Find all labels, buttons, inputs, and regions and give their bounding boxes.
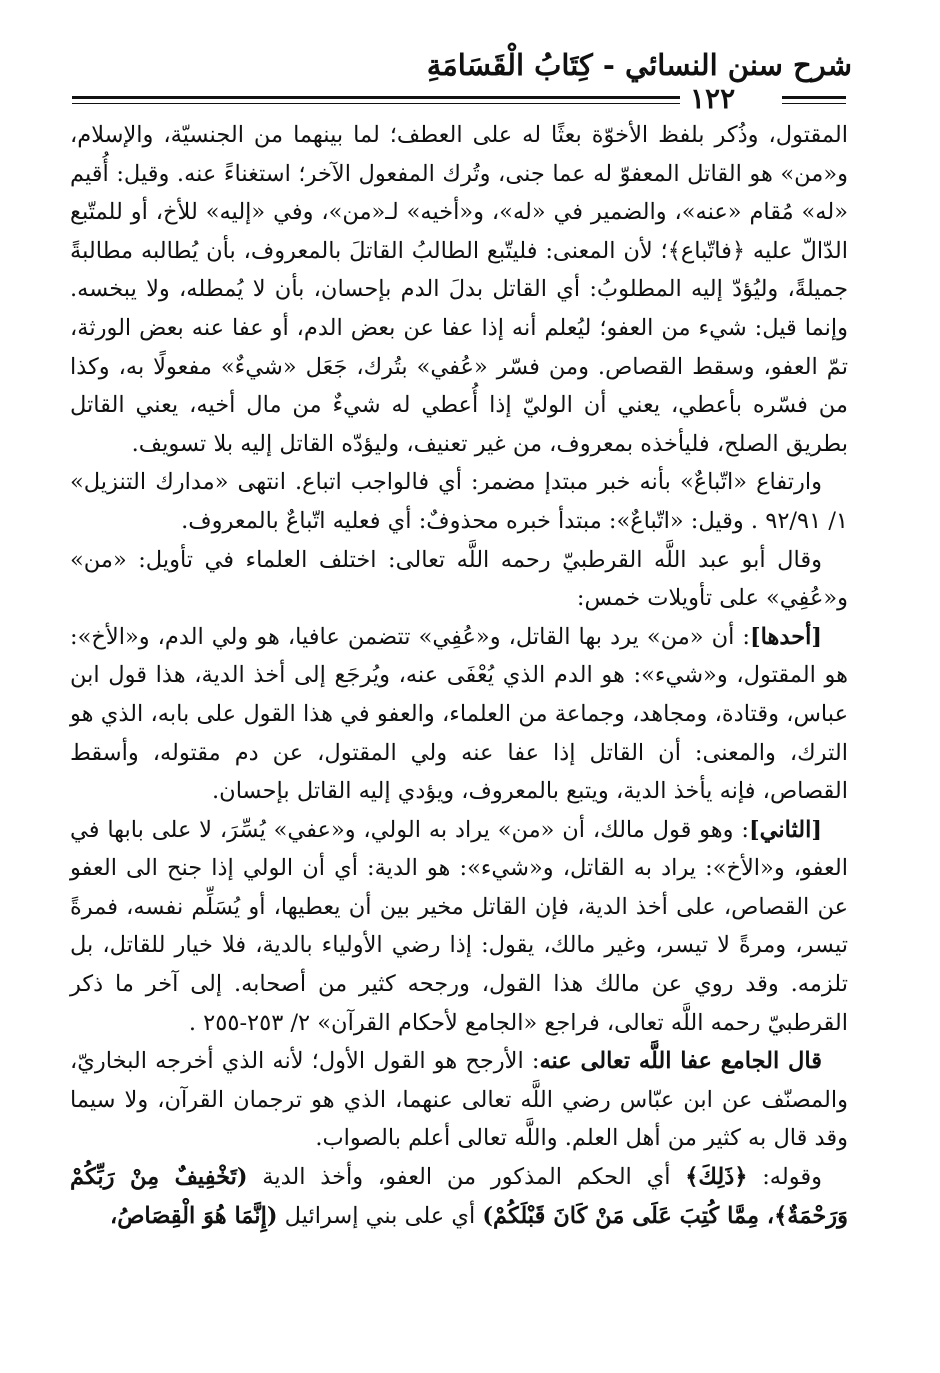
paragraph-4 xyxy=(70,618,848,811)
page-number: ١٢٢ xyxy=(690,82,736,115)
paragraph-6 xyxy=(70,1042,848,1158)
paragraph-7-post: أي على بني إسرائيل xyxy=(277,1202,483,1229)
paragraph-7-mid: أي الحكم المذكور من العفو، وأخذ الدية xyxy=(247,1164,686,1191)
body-text xyxy=(70,116,848,1235)
paragraph-3: وقال أبو عبد اللَّه القرطبيّ رحمه اللَّه تعالى: اختلف العلماء في تأويل: «من» و«عُفِي» على تأويلات خمس: xyxy=(70,546,848,612)
paragraph-5-text: : وهو قول مالك، أن «من» يراد به الولي، و«عفي» يُسِّرَ، لا على بابها في العفو، و«الأخ»: يراد به القاتل، و«شيء»: هو الدية: أي أن الولي إذا جنح الى العفو عن القصاص، على أخذ الدية، فإن القاتل مخير بين أن يعطيها، أو يُسَلِّم نفسه، فمرةً تيسر، ومرةً لا تيسر، وغير مالك، يقول: إذا رضي الأولياء بالدية، فلا خيار للقاتل، بل تلزمه. وقد روي عن مالك هذا القول، ورجحه كثير من أصحابه. إلى آخر ما ذكر القرطبيّ رحمه اللَّه تعالى، فراجع «الجامع لأحكام القرآن» ٢/ ٢٥٣-٢٥٥ . xyxy=(70,816,848,1036)
paragraph-4-text: : أن «من» يرد بها القاتل، و«عُفِي» تتضمن عافيا، هو ولي الدم، و«الأخ»: هو المقتول، و«شيء»: هو الدم الذي يُعْفَى عنه، ويُرجَع إلى أخذ الدية، هذا قول ابن عباس، وقتادة، ومجاهد، وجماعة من العلماء، والعفو في هذا القول على بابه، الذي هو الترك، والمعنى: أن القاتل إذا عفا عنه ولي المقتول، عن دم مقتوله، وأسقط القصاص، فإنه يأخذ الدية، ويتبع بالمعروف، ويؤدي إليه القاتل بإحسان. xyxy=(70,623,848,805)
header-rule-short-thin xyxy=(782,103,846,104)
paragraph-7 xyxy=(70,1158,848,1235)
quran-quote-1: ﴿ذَلِكَ﴾ xyxy=(685,1164,748,1191)
paragraph-2: وارتفاع «اتّباعٌ» بأنه خبر مبتدإ مضمر: أي فالواجب اتباع. انتهى «مدارك التنزيل» ١/ ٩٢/٩١ . وقيل: «اتّباعٌ»: مبتدأ خبره محذوفٌ: أي فعليه اتّباعٌ بالمعروف. xyxy=(70,469,848,534)
quran-quote-2: (تَخْفِيفٌ مِنْ رَبِّكُمْ وَرَحْمَةٌ﴾، مِمَّا كُتِبَ عَلَى مَنْ كَانَ قَبْلَكُمْ) xyxy=(70,1164,848,1229)
paragraph-1: المقتول، وذُكر بلفظ الأخوّة بعثًا له على العطف؛ لما بينهما من الجنسيّة، والإسلام، و«من» هو القاتل المعفوّ له عما جنى، وتُرك المفعول الآخر؛ استغناءً عنه. وقيل: أُقيم «له» مُقام «عنه»، والضمير في «له»، و«أخيه» لـ«من»، وفي «إليه» للأخ، أو للمتّبع الدّالّ عليه ﴿فاتّباع﴾؛ لأن المعنى: فليتّبع الطالبُ القاتلَ بالمعروف، بأن يُطالبه مطالبةً جميلةً، وليُؤدّ إليه المطلوبُ: أي القاتل بدلَ الدم بإحسان، بأن لا يُمطله، ولا يبخسه. وإنما قيل: شيء من العفو؛ ليُعلم أنه إذا عفا عن بعض الدم، أو عفا عنه بعض الورثة، تمّ العفو، وسقط القصاص. ومن فسّر «عُفي» بتُرك، جَعَل «شيءٌ» مفعولًا به، وكذا من فسّره بأعطي، يعني أن الوليّ إذا أُعطي له شيءٌ من مال أخيه، يعني القاتل بطريق الصلح، فليأخذه بمعروف، من غير تعنيف، وليؤدّه القاتل إليه بلا تسويف. xyxy=(70,122,848,457)
quran-quote-3: (إِنَّمَا هُوَ الْقِصَاصُ، xyxy=(109,1202,278,1229)
paragraph-6-text: : الأرجح هو القول الأول؛ لأنه الذي أخرجه البخاريّ، والمصنّف عن ابن عبّاس رضي اللَّه تعالى عنهما، الذي هو ترجمان القرآن، ولا سيما وقد قال به كثير من أهل العلم. واللَّه تعالى أعلم بالصواب. xyxy=(70,1048,848,1152)
running-title: شرح سنن النسائي - كِتَابُ الْقَسَامَةِ xyxy=(426,48,852,82)
header-rule-thick xyxy=(72,96,680,99)
paragraph-7-pre: وقوله: xyxy=(747,1164,822,1191)
paragraph-4-lead: [أحدها] xyxy=(750,623,822,650)
paragraph-5-lead: [الثاني] xyxy=(748,816,822,843)
paragraph-6-lead: قال الجامع عفا اللَّه تعالى عنه xyxy=(539,1048,822,1075)
header-rule-short-thick xyxy=(782,96,846,99)
paragraph-5 xyxy=(70,811,848,1043)
header-rule-thin xyxy=(72,103,680,104)
